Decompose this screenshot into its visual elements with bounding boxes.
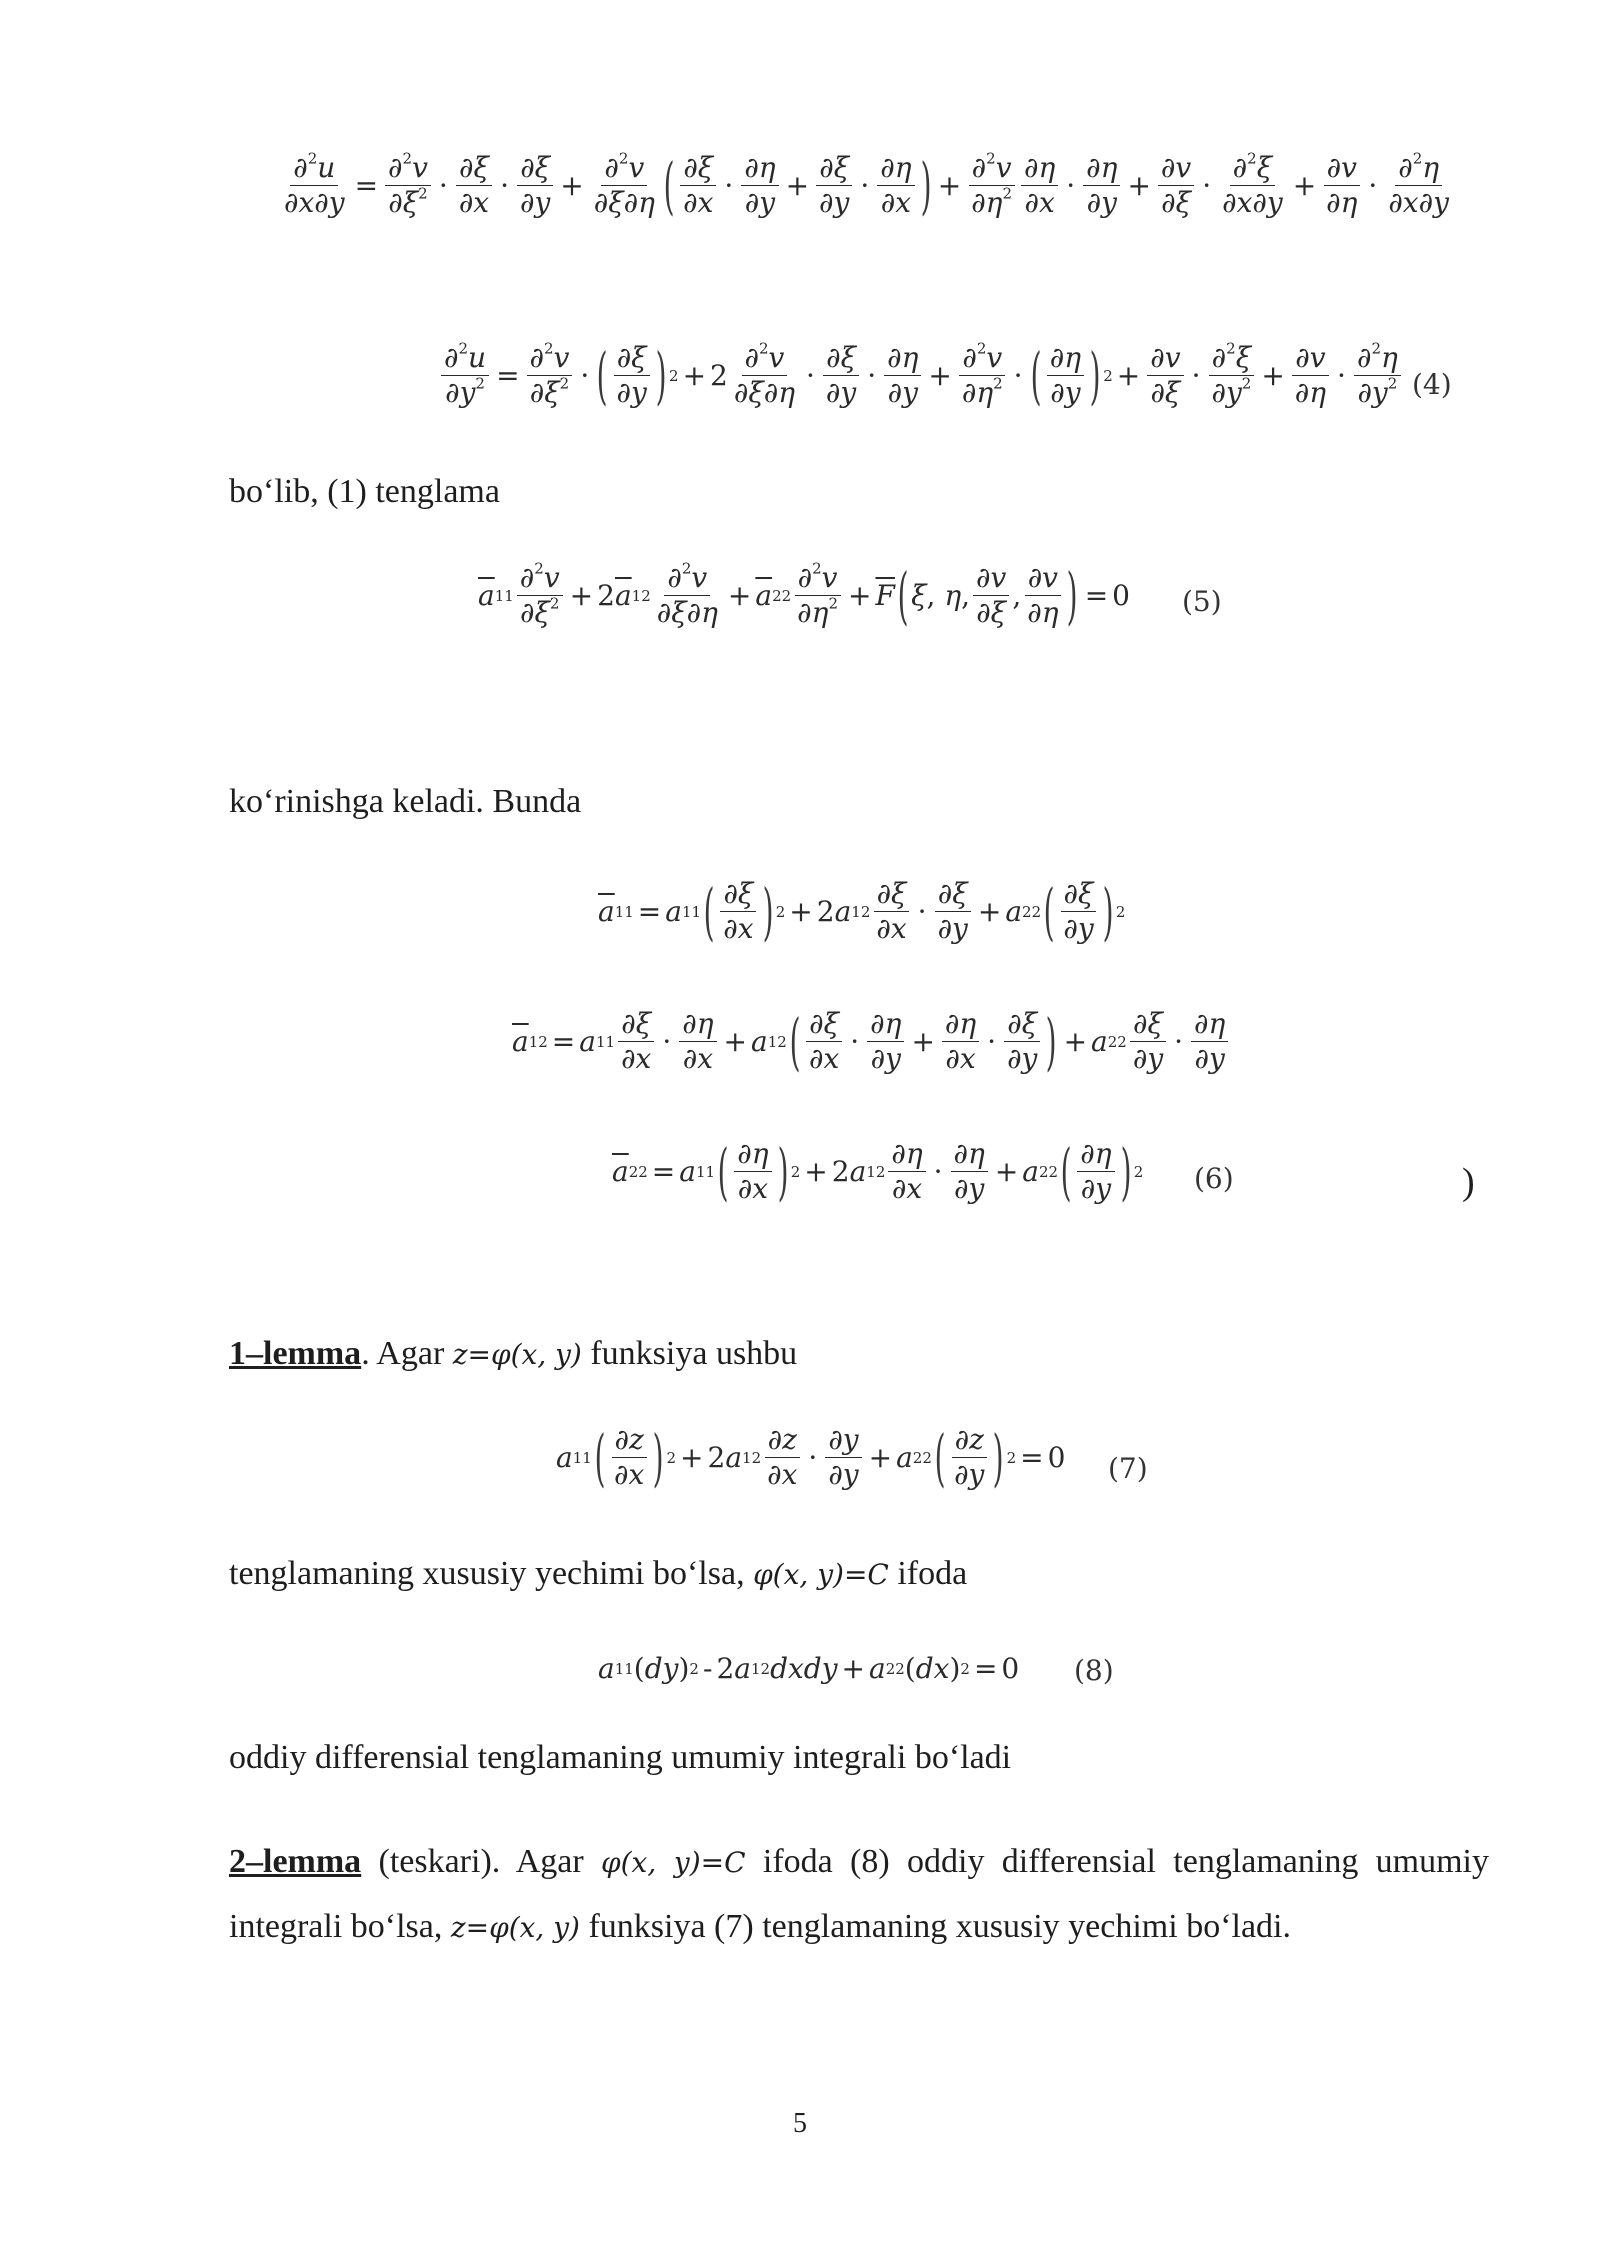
equation-6-a22: $\overline{a}$ 22 = a 11 ( $\frac{\partial\eta}{\partial x}$ ) 2 + 2 a 12 $\frac{\partial\eta}{\partial x}$ · $\frac{\partial\eta}{\partial y}$ + a 22 ( $\frac{\partial\eta}{\partial y}$ ) 2: [612, 1134, 1144, 1208]
lemma-1-paragraph: [229, 1332, 797, 1376]
lemma-1-text-b: funksiya ushbu: [581, 1335, 798, 1372]
equation-4-label: (4): [1412, 368, 1452, 401]
lemma-2-formula-1: φ(x, y)=C: [601, 1846, 746, 1879]
paragraph-tenglamaning: [229, 1552, 967, 1596]
paragraph-bolib: bo‘lib, (1) tenglama: [229, 473, 500, 510]
lemma-2-text-c: funksiya (7) tenglamaning xususiy yechimi bo‘ladi.: [579, 1908, 1291, 1945]
equation-7: a 11 ( $\frac{\partial z}{\partial x}$ ) 2 + 2 a 12 $\frac{\partial z}{\partial x}$ · $\frac{\partial y}{\partial y}$ + a 22 ( $\frac{\partial z}{\partial y}$ ) 2 = 0: [556, 1420, 1066, 1494]
stray-parenthesis: ): [1462, 1161, 1475, 1203]
equation-4: $\frac{\partial^2u}{\partial y^2}$ = $\frac{\partial^2v}{\partial\xi^2}$ · ( $\frac{\partial\xi}{\partial y}$ ) 2 + 2 $\frac{\partial^2v}{\partial\xi\partial\eta}$ · $\frac{\partial\xi}{\partial y}$ · $\frac{\partial\eta}{\partial y}$ + $\frac{\partial^2v}{\partial\eta^2}$ · ( $\frac{\partial\eta}{\partial y}$ ) 2 + $\frac{\partial v}{\partial\xi}$ · $\frac{\partial^2\xi}{\partial y^2}$ + $\frac{\partial v}{\partial\eta}$ · $\frac{\partial^2\eta}{\partial y^2}$: [438, 342, 1404, 409]
equation-5: $\overline{a}$ 11 $\frac{\partial^2v}{\partial\xi^2}$ + 2 $\overline{a}$ 12 $\frac{\partial^2v}{\partial\xi\partial\eta}$ + $\overline{a}$ 22 $\frac{\partial^2v}{\partial\eta^2}$ + $\overline{F}$ ( ξ , η , $\frac{\partial v}{\partial\xi}$ , $\frac{\partial v}{\partial\eta}$ ) = 0: [478, 558, 1130, 632]
equation-8: a 11 ( dy ) 2 - 2 a 12 dxdy + a 22 ( dx ) 2 = 0: [598, 1652, 1020, 1685]
lemma-2-text-a: (teskari). Agar: [361, 1843, 601, 1880]
lemma-2-text-b: ifoda (8) oddiy differensial tenglamaning umumiy integrali bo‘lsa,: [229, 1843, 1489, 1945]
paragraph-korinishga: ko‘rinishga keladi. Bunda: [229, 783, 582, 820]
equation-8-label: (8): [1074, 1654, 1114, 1687]
lemma-1-formula: z=φ(x, y): [452, 1338, 582, 1371]
equation-7-label: (7): [1108, 1452, 1148, 1485]
lemma-2-paragraph: [229, 1830, 1489, 1960]
equation-mixed-derivative: $\frac{\partial^2u}{\partial x\partial y}$ = $\frac{\partial^2v}{\partial\xi^2}$ · $\frac{\partial\xi}{\partial x}$ · $\frac{\partial\xi}{\partial y}$ + $\frac{\partial^2v}{\partial\xi\partial\eta}$ ( $\frac{\partial\xi}{\partial x}$ · $\frac{\partial\eta}{\partial y}$ + $\frac{\partial\xi}{\partial y}$ · $\frac{\partial\eta}{\partial x}$ ) + $\frac{\partial^2v}{\partial\eta^2}$ $\frac{\partial\eta}{\partial x}$ · $\frac{\partial\eta}{\partial y}$ + $\frac{\partial v}{\partial\xi}$ · $\frac{\partial^2\xi}{\partial x\partial y}$ + $\frac{\partial v}{\partial\eta}$ · $\frac{\partial^2\eta}{\partial x\partial y}$: [284, 148, 1449, 222]
equation-6-a11: $\overline{a}$ 11 = a 11 ( $\frac{\partial\xi}{\partial x}$ ) 2 + 2 a 12 $\frac{\partial\xi}{\partial x}$ · $\frac{\partial\xi}{\partial y}$ + a 22 ( $\frac{\partial\xi}{\partial y}$ ) 2: [598, 874, 1126, 948]
tenglamaning-formula: φ(x, y)=C: [753, 1558, 889, 1591]
lemma-1-text-a: . Agar: [361, 1335, 453, 1372]
lemma-2-title: 2–lemma: [229, 1843, 362, 1880]
equation-6-label: (6): [1194, 1162, 1234, 1195]
lemma-1-title: 1–lemma: [229, 1335, 362, 1372]
equation-6-a12: $\overline{a}$ 12 = a 11 $\frac{\partial\xi}{\partial x}$ · $\frac{\partial\eta}{\partial x}$ + a 12 ( $\frac{\partial\xi}{\partial x}$ · $\frac{\partial\eta}{\partial y}$ + $\frac{\partial\eta}{\partial x}$ · $\frac{\partial\xi}{\partial y}$ ) + a 22 $\frac{\partial\xi}{\partial y}$ · $\frac{\partial\eta}{\partial y}$: [512, 1008, 1231, 1075]
page-number: 5: [793, 2108, 807, 2139]
equation-5-label: (5): [1182, 585, 1222, 618]
paragraph-oddiy: oddiy differensial tenglamaning umumiy integrali bo‘ladi: [229, 1739, 1012, 1776]
lemma-2-formula-2: z=φ(x, y): [450, 1911, 580, 1944]
tenglamaning-text-a: tenglamaning xususiy yechimi bo‘lsa,: [229, 1555, 754, 1592]
tenglamaning-text-b: ifoda: [888, 1555, 968, 1592]
